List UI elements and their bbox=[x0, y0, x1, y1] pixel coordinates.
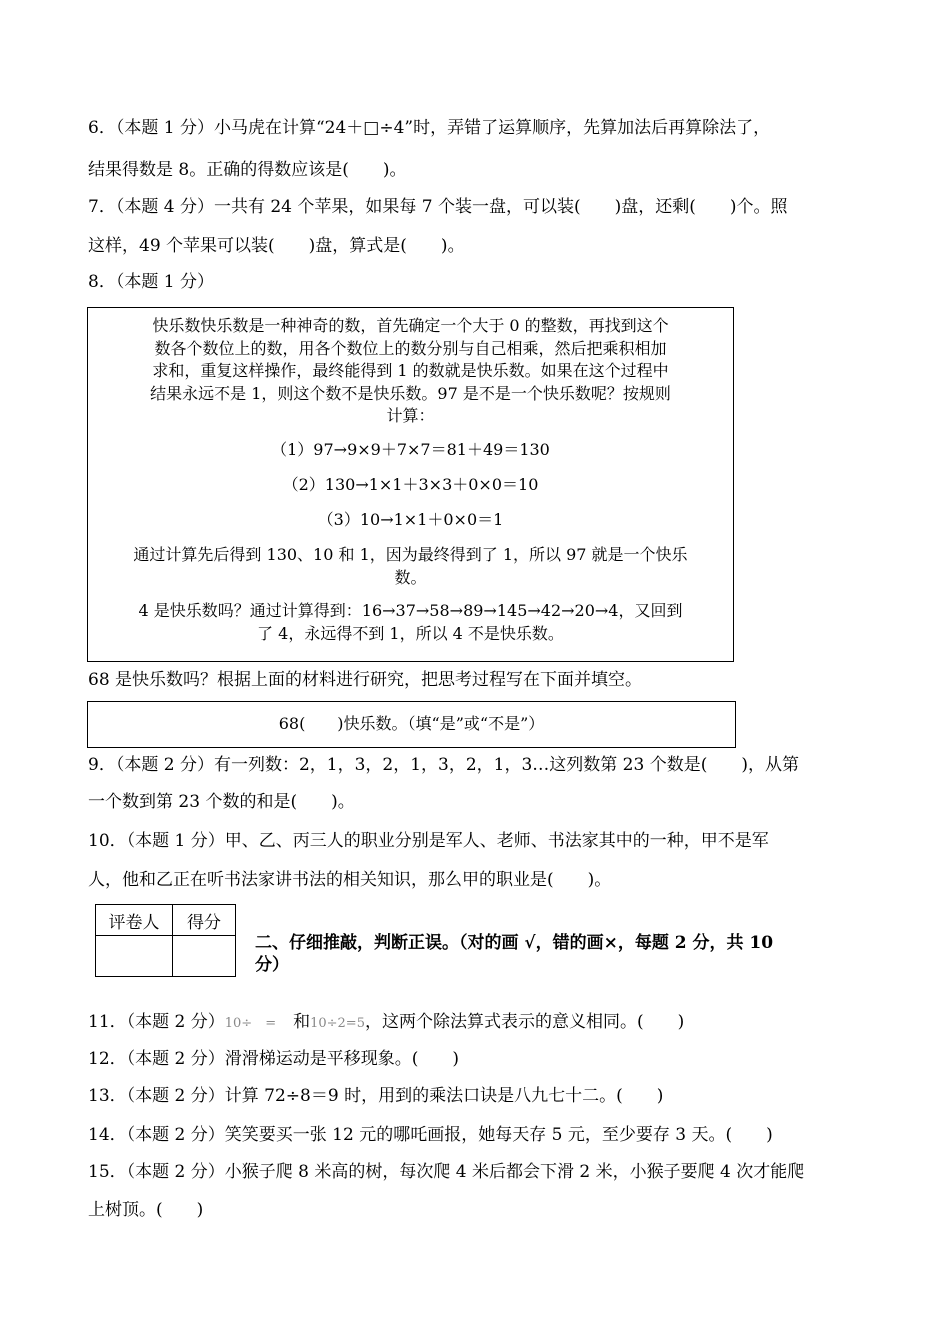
q11-expression-2: 10÷2=5 bbox=[310, 1016, 365, 1031]
q8-answer-text: 68( )快乐数。（填“是”或“不是”） bbox=[278, 714, 545, 733]
section-title-line: 分） bbox=[255, 955, 289, 975]
score-header: 得分 bbox=[173, 905, 236, 936]
intro-line: 数各个数位上的数，用各个数位上的数分别与自己相乘，然后把乘积相加 bbox=[154, 338, 667, 358]
conclusion-line: 通过计算先后得到 130、10 和 1，因为最终得到了 1，所以 97 就是一个快乐 bbox=[133, 545, 688, 564]
grader-header: 评卷人 bbox=[96, 905, 173, 936]
step-1: （1）97→9×9＋7×7＝81＋49＝130 bbox=[271, 440, 550, 459]
q8-prompt: 68 是快乐数吗？根据上面的材料进行研究，把思考过程写在下面并填空。 bbox=[88, 670, 643, 690]
q6-line2: 结果得数是 8。正确的得数应该是( )。 bbox=[88, 160, 407, 180]
intro-line: 计算： bbox=[386, 406, 435, 425]
happy-number-material-box bbox=[87, 307, 734, 662]
grader-cell[interactable] bbox=[96, 936, 173, 977]
material-example bbox=[100, 600, 721, 645]
intro-line: 结果永远不是 1，则这个数不是快乐数。97 是不是一个快乐数呢？按规则 bbox=[150, 383, 671, 403]
intro-line: 快乐数快乐数是一种神奇的数，首先确定一个大于 0 的整数，再找到这个 bbox=[152, 316, 669, 335]
intro-line: 求和，重复这样操作，最终能得到 1 的数就是快乐数。如果在这个过程中 bbox=[152, 361, 669, 380]
section-2-title bbox=[255, 932, 835, 976]
q11-expression-1: 10÷ = bbox=[224, 1016, 277, 1031]
q8-header: 8．（本题 1 分） bbox=[88, 272, 214, 292]
q6-line1: 6．（本题 1 分）小马虎在计算“24＋□÷4”时，弄错了运算顺序，先算加法后再算除法了， bbox=[88, 118, 771, 138]
q11-prefix: 11．（本题 2 分） bbox=[88, 1012, 225, 1032]
q9-line1: 9．（本题 2 分）有一列数：2，1，3，2，1，3，2，1，3…这列数第 23 个数是( )，从第 bbox=[88, 755, 799, 775]
material-intro bbox=[100, 315, 721, 428]
material-conclusion bbox=[100, 544, 721, 589]
q7-line1: 7．（本题 4 分）一共有 24 个苹果，如果每 7 个装一盘，可以装( )盘，还剩( )个。照 bbox=[88, 197, 788, 217]
score-cell[interactable] bbox=[173, 936, 236, 977]
q8-answer-box[interactable] bbox=[87, 701, 736, 748]
tf-q15-line2: 上树顶。( ) bbox=[88, 1200, 204, 1220]
example-line: 了 4，永远得不到 1，所以 4 不是快乐数。 bbox=[257, 623, 564, 643]
tf-q13: 13．（本题 2 分）计算 72÷8＝9 时，用到的乘法口诀是八九七十二。( ) bbox=[88, 1086, 664, 1106]
q11-suffix: ，这两个除法算式表示的意义相同。( ) bbox=[364, 1012, 685, 1032]
q9-line2: 一个数到第 23 个数的和是( )。 bbox=[88, 792, 355, 812]
tf-q14: 14．（本题 2 分）笑笑要买一张 12 元的哪吒画报，她每天存 5 元，至少要存 3 天。( ) bbox=[88, 1125, 773, 1145]
tf-q12: 12．（本题 2 分）滑滑梯运动是平移现象。( ) bbox=[88, 1049, 460, 1069]
step-2: （2）130→1×1＋3×3＋0×0＝10 bbox=[282, 475, 539, 494]
q11-and: 和 bbox=[276, 1012, 311, 1032]
q10-line2: 人，他和乙正在听书法家讲书法的相关知识，那么甲的职业是( )。 bbox=[88, 870, 612, 890]
q10-line1: 10．（本题 1 分）甲、乙、丙三人的职业分别是军人、老师、书法家其中的一种，甲不是军 bbox=[88, 831, 769, 851]
step-3: （3）10→1×1＋0×0＝1 bbox=[317, 510, 504, 529]
example-line: 4 是快乐数吗？通过计算得到：16→37→58→89→145→42→20→4，又回到 bbox=[138, 601, 683, 620]
tf-q11 bbox=[88, 1004, 684, 1042]
tf-q15-line1: 15．（本题 2 分）小猴子爬 8 米高的树，每次爬 4 米后都会下滑 2 米，小猴子要爬 4 次才能爬 bbox=[88, 1162, 805, 1182]
q7-line2: 这样，49 个苹果可以装( )盘，算式是( )。 bbox=[88, 236, 465, 256]
conclusion-line: 数。 bbox=[394, 567, 427, 587]
score-table bbox=[95, 904, 236, 977]
section-title-line: 二、仔细推敲，判断正误。（对的画 √，错的画×，每题 2 分，共 10 bbox=[255, 933, 774, 953]
